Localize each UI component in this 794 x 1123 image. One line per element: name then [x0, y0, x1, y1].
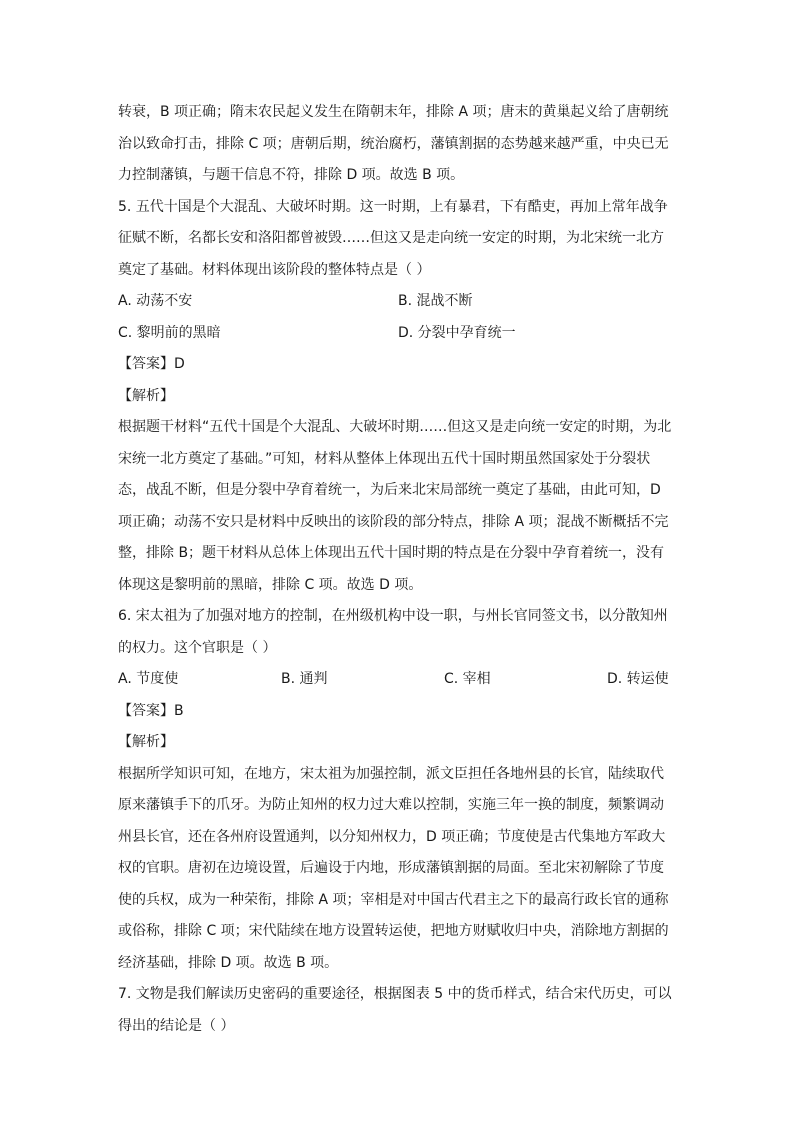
question-6	[118, 601, 678, 979]
analysis-label: 【解析】	[118, 387, 174, 404]
text-line: 力控制藩镇，与题干信息不符，排除 D 项。故选 B 项。	[118, 167, 465, 183]
analysis-line: 使的兵权，成为一种荣衔，排除 A 项；宰相是对中国古代君主之下的最高行政长官的通称	[118, 891, 669, 908]
option-d: D. 转运使	[607, 671, 669, 687]
question-stem-line: 征赋不断，名都长安和洛阳都曾被毁……但这又是走向统一安定的时期，为北宋统一北方	[118, 230, 664, 246]
analysis-line: 权的官职。唐初在边境设置，后遍设于内地，形成藩镇割据的局面。至北宋初解除了节度	[118, 860, 664, 876]
analysis-line: 整，排除 B；题干材料从总体上体现出五代十国时期的特点是在分裂中孕育着统一，没有	[118, 545, 665, 561]
option-a: A. 动荡不安	[118, 293, 193, 309]
question-stem-line: 7. 文物是我们解读历史密码的重要途径，根据图表 5 中的货币样式，结合宋代历史，可以	[118, 986, 672, 1002]
question-stem-line: 6. 宋太祖为了加强对地方的控制，在州级机构中设一职，与州长官同签文书，以分散知州	[118, 608, 668, 624]
question-stem-line: 的权力。这个官职是（ ）	[118, 639, 277, 656]
analysis-line: 项正确；动荡不安只是材料中反映出的该阶段的部分特点，排除 A 项；混战不断概括不完	[118, 513, 669, 530]
analysis-line: 经济基础，排除 D 项。故选 B 项。	[118, 954, 339, 971]
text-line: 治以致命打击，排除 C 项；唐朝后期，统治腐朽，藩镇割据的态势越来越严重，中央已无	[118, 135, 669, 152]
analysis-line: 根据题干材料“五代十国是个大混乱、大破坏时期……但这又是走向统一安定的时期，为北	[118, 419, 672, 435]
option-b: B. 通判	[281, 671, 328, 687]
option-row	[118, 664, 678, 696]
analysis-label: 【解析】	[118, 734, 174, 750]
question-stem-line: 奠定了基础。材料体现出该阶段的整体特点是（ ）	[118, 261, 431, 278]
analysis-line: 体现这是黎明前的黑暗，排除 C 项。故选 D 项。	[118, 576, 423, 593]
question-5	[118, 192, 678, 602]
option-b: B. 混战不断	[398, 293, 473, 309]
answer-label: 【答案】B	[118, 702, 184, 719]
question-stem-line: 得出的结论是（ ）	[118, 1017, 235, 1034]
option-d: D. 分裂中孕育统一	[398, 324, 516, 341]
document-content	[118, 97, 678, 1042]
question-stem-line: 5. 五代十国是个大混乱、大破坏时期。这一时期，上有暴君，下有酷吏，再加上常年战争	[118, 198, 668, 215]
analysis-line: 态，战乱不断，但是分裂中孕育着统一，为后来北宋局部统一奠定了基础，由此可知，D	[118, 482, 661, 498]
option-row	[118, 318, 678, 350]
option-row	[118, 286, 678, 318]
answer-label: 【答案】D	[118, 356, 185, 372]
option-c: C. 宰相	[444, 671, 491, 687]
option-a: A. 节度使	[118, 671, 179, 687]
analysis-line: 或俗称，排除 C 项；宋代陆续在地方设置转运使，把地方财赋收归中央，消除地方割据的	[118, 923, 669, 939]
text-line: 转衰，B 项正确；隋末农民起义发生在隋朝末年，排除 A 项；唐末的黄巢起义给了唐朝统	[118, 104, 669, 120]
analysis-line: 原来藩镇手下的爪牙。为防止知州的权力过大难以控制，实施三年一换的制度，频繁调动	[118, 797, 664, 813]
analysis-line: 宋统一北方奠定了基础。”可知，材料从整体上体现出五代十国时期虽然国家处于分裂状	[118, 450, 651, 467]
question-7	[118, 979, 678, 1042]
analysis-line: 根据所学知识可知，在地方，宋太祖为加强控制，派文臣担任各地州县的长官，陆续取代	[118, 765, 664, 782]
q4-analysis-tail	[118, 97, 678, 192]
option-c: C. 黎明前的黑暗	[118, 324, 221, 341]
analysis-line: 州县长官，还在各州府设置通判，以分知州权力，D 项正确；节度使是古代集地方军政大	[118, 828, 666, 845]
